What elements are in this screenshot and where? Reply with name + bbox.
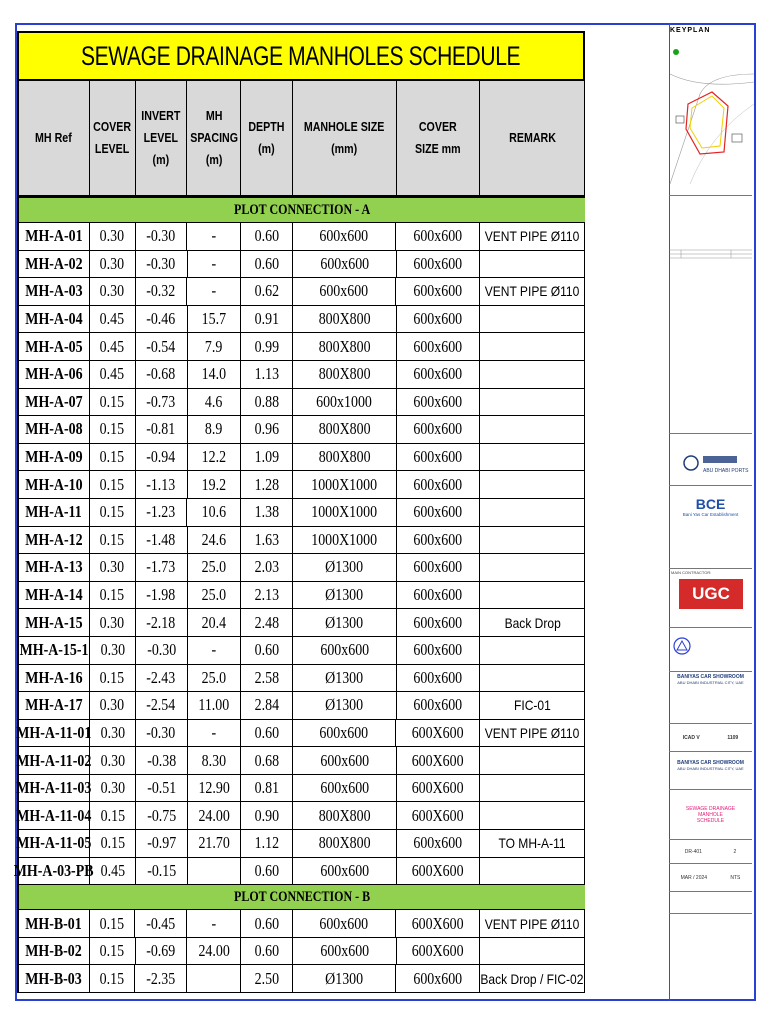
table-row	[17, 910, 585, 938]
mh-ref-cell: MH-B-02	[19, 938, 90, 966]
cover-level-cell: 0.15	[90, 416, 136, 444]
mh-ref-cell: MH-A-11-01	[19, 720, 90, 748]
mh-ref-cell: MH-A-01	[19, 223, 90, 251]
mh-spacing-cell: 24.00	[187, 938, 241, 966]
remark-cell	[480, 665, 585, 693]
manhole-size-cell: Ø1300	[293, 582, 397, 610]
mh-spacing-cell: -	[188, 720, 242, 748]
table-row	[17, 306, 585, 334]
header-manhole-size: MANHOLE SIZE (mm)	[293, 81, 397, 198]
mh-spacing-cell: -	[188, 637, 242, 665]
project-info-location: ABU DHABI INDUSTRIAL CITY, UAE	[677, 766, 744, 771]
mh-ref-cell: MH-A-04	[19, 306, 90, 334]
mh-ref-cell: MH-A-14	[19, 582, 90, 610]
depth-cell: 2.13	[241, 582, 293, 610]
contractor-label: MAIN CONTRACTOR:	[671, 570, 712, 575]
mh-spacing-cell: 12.90	[188, 775, 242, 803]
mh-ref-cell: MH-A-15-1	[19, 637, 90, 665]
invert-level-cell: -0.38	[136, 747, 188, 775]
date-scale-panel	[669, 863, 752, 892]
manhole-size-cell: 600x600	[293, 938, 397, 966]
depth-cell: 2.84	[241, 692, 293, 720]
mh-ref-cell: MH-A-15	[19, 609, 90, 637]
remark-cell	[480, 858, 585, 886]
mh-ref-cell: MH-A-12	[19, 527, 90, 555]
cover-size-cell: 600x600	[396, 223, 480, 251]
mh-spacing-cell: 12.2	[188, 444, 242, 472]
remark-cell	[480, 361, 585, 389]
depth-cell: 0.60	[241, 251, 293, 279]
manhole-size-cell: 1000X1000	[293, 471, 397, 499]
manhole-size-cell: 800X800	[293, 333, 397, 361]
depth-cell: 1.09	[241, 444, 293, 472]
cover-size-cell: 600x600	[397, 499, 481, 527]
cover-size-cell: 600x600	[396, 965, 480, 993]
table-row	[17, 938, 585, 966]
subcontractor-emblem	[672, 636, 692, 656]
invert-level-cell: -0.30	[136, 223, 188, 251]
remark-cell	[480, 499, 585, 527]
table-row	[17, 665, 585, 693]
mh-spacing-cell: 25.0	[188, 582, 242, 610]
mh-ref-cell: MH-A-02	[19, 251, 90, 279]
title-text: SEWAGE DRAINAGE MANHOLES SCHEDULE	[81, 40, 521, 71]
cover-size-cell: 600x600	[397, 389, 481, 417]
plot-number: 1109	[727, 735, 739, 741]
mh-ref-cell: MH-A-17	[19, 692, 90, 720]
manhole-size-cell: 600x1000	[293, 389, 397, 417]
remark-cell: VENT PIPE Ø110	[480, 278, 585, 306]
remark-cell	[480, 444, 585, 472]
mh-spacing-cell: 7.9	[188, 333, 242, 361]
mh-spacing-cell: 8.30	[188, 747, 242, 775]
table-row	[17, 830, 585, 858]
cover-size-cell: 600x600	[397, 830, 481, 858]
invert-level-cell: -0.46	[136, 306, 188, 334]
remark-cell: VENT PIPE Ø110	[480, 720, 585, 748]
keyplan-label: KEYPLAN	[670, 27, 711, 34]
remark-cell	[480, 637, 585, 665]
cover-size-cell: 600x600	[396, 278, 480, 306]
drawing-title: SEWAGE DRAINAGE MANHOLE SCHEDULE	[685, 806, 736, 824]
header-cover-level: COVER LEVEL	[90, 81, 136, 198]
mh-ref-cell: MH-A-09	[19, 444, 90, 472]
cover-size-cell: 600X600	[397, 802, 481, 830]
remark-cell	[480, 938, 585, 966]
mh-spacing-cell	[188, 858, 242, 886]
plot-panel	[669, 723, 752, 752]
manhole-size-cell: 600x600	[293, 910, 397, 938]
cover-level-cell: 0.15	[90, 965, 136, 993]
mh-spacing-cell: 8.9	[188, 416, 242, 444]
manhole-size-cell: 600x600	[293, 775, 397, 803]
remark-cell	[480, 527, 585, 555]
mh-ref-cell: MH-A-11-05	[19, 830, 90, 858]
invert-level-cell: -0.30	[136, 637, 188, 665]
mh-ref-cell: MH-A-06	[19, 361, 90, 389]
cover-size-cell: 600x600	[397, 609, 481, 637]
invert-level-cell: -0.30	[136, 251, 188, 279]
depth-cell: 0.60	[241, 858, 293, 886]
depth-cell: 1.12	[241, 830, 293, 858]
table-row	[17, 251, 585, 279]
header-remark: REMARK	[480, 81, 585, 198]
invert-level-cell: -0.68	[136, 361, 188, 389]
table-row	[17, 527, 585, 555]
bce-logo: BCE	[695, 495, 726, 512]
mh-spacing-cell: 4.6	[188, 389, 242, 417]
invert-level-cell: -2.35	[135, 965, 187, 993]
cover-size-cell: 600x600	[397, 416, 481, 444]
depth-cell: 2.03	[241, 554, 293, 582]
invert-level-cell: -1.48	[136, 527, 188, 555]
invert-level-cell: -0.54	[136, 333, 188, 361]
mh-ref-cell: MH-A-03	[19, 278, 90, 306]
cover-level-cell: 0.15	[90, 527, 136, 555]
depth-cell: 0.99	[241, 333, 293, 361]
abu-dhabi-ports-logo	[681, 450, 748, 476]
subcontractor-panel	[669, 627, 752, 673]
manhole-size-cell: 800X800	[293, 444, 397, 472]
remark-cell	[480, 471, 585, 499]
mh-spacing-cell: -	[187, 223, 241, 251]
table-row	[17, 444, 585, 472]
manhole-size-cell: 600x600	[293, 251, 397, 279]
project-info-name: BANIYAS CAR SHOWROOM	[677, 760, 744, 766]
rows-plot-b	[17, 910, 585, 993]
mh-ref-cell: MH-A-05	[19, 333, 90, 361]
depth-cell: 0.60	[241, 637, 293, 665]
mh-spacing-cell: 14.0	[188, 361, 242, 389]
cover-size-cell: 600x600	[397, 333, 481, 361]
cover-level-cell: 0.30	[90, 637, 136, 665]
mh-ref-cell: MH-A-11-04	[19, 802, 90, 830]
cover-size-cell: 600x600	[397, 306, 481, 334]
remark-cell	[480, 251, 585, 279]
table-row	[17, 361, 585, 389]
mh-spacing-cell: 20.4	[188, 609, 242, 637]
depth-cell: 1.13	[241, 361, 293, 389]
depth-cell: 0.81	[241, 775, 293, 803]
manhole-size-cell: Ø1300	[293, 965, 397, 993]
cover-size-cell: 600x600	[397, 361, 481, 389]
developer-logo	[669, 433, 752, 492]
table-row	[17, 471, 585, 499]
cover-size-cell: 600x600	[397, 554, 481, 582]
remark-cell: FIC-01	[480, 692, 585, 720]
project-panel	[669, 671, 752, 702]
invert-level-cell: -1.73	[136, 554, 188, 582]
remark-cell	[480, 582, 585, 610]
cover-level-cell: 0.45	[90, 361, 136, 389]
mh-ref-cell: MH-A-10	[19, 471, 90, 499]
mh-spacing-cell: 11.00	[188, 692, 242, 720]
remark-cell: Back Drop	[480, 609, 585, 637]
manhole-size-cell: Ø1300	[293, 609, 397, 637]
invert-level-cell: -0.94	[136, 444, 188, 472]
cover-level-cell: 0.15	[90, 444, 136, 472]
invert-level-cell: -0.73	[136, 389, 188, 417]
remark-cell	[480, 747, 585, 775]
mh-ref-cell: MH-A-11	[19, 499, 90, 527]
cover-size-cell: 600X600	[397, 775, 481, 803]
invert-level-cell: -2.54	[136, 692, 188, 720]
depth-cell: 0.90	[241, 802, 293, 830]
ugc-logo: UGC	[679, 579, 743, 609]
remark-cell	[480, 554, 585, 582]
mh-ref-cell: MH-A-16	[19, 665, 90, 693]
table-row	[17, 609, 585, 637]
cover-size-cell: 600x600	[397, 665, 481, 693]
depth-cell: 2.50	[241, 965, 293, 993]
cover-level-cell: 0.45	[90, 306, 136, 334]
mh-spacing-cell: 21.70	[188, 830, 242, 858]
cover-size-cell: 600x600	[397, 251, 481, 279]
remark-cell	[480, 306, 585, 334]
project-info-panel	[669, 751, 752, 790]
remark-cell: TO MH-A-11	[480, 830, 585, 858]
mh-spacing-cell: 25.0	[188, 665, 242, 693]
depth-cell: 0.88	[241, 389, 293, 417]
manhole-size-cell: 800X800	[293, 361, 397, 389]
header-mh-spacing: MH SPACING (m)	[187, 81, 241, 198]
manhole-size-cell: Ø1300	[293, 692, 397, 720]
cover-level-cell: 0.30	[90, 554, 136, 582]
cover-level-cell: 0.30	[90, 278, 136, 306]
table-row	[17, 278, 585, 306]
cover-level-cell: 0.30	[90, 251, 136, 279]
mh-spacing-cell: 24.6	[188, 527, 242, 555]
table-row	[17, 223, 585, 251]
remark-cell: VENT PIPE Ø110	[480, 910, 585, 938]
mh-spacing-cell: 10.6	[187, 499, 241, 527]
cover-level-cell: 0.15	[90, 582, 136, 610]
keyplan	[670, 27, 754, 197]
cover-size-cell: 600X600	[396, 910, 480, 938]
remark-cell	[480, 389, 585, 417]
mh-ref-cell: MH-A-03-PB	[19, 858, 90, 886]
mh-spacing-cell: 15.7	[188, 306, 242, 334]
manhole-size-cell: 600x600	[293, 278, 397, 306]
cover-level-cell: 0.15	[90, 910, 136, 938]
mh-ref-cell: MH-A-11-02	[19, 747, 90, 775]
cover-size-cell: 600x600	[397, 582, 481, 610]
project-location: ABU DHABI INDUSTRIAL CITY, UAE	[677, 680, 744, 685]
keyplan-map	[670, 34, 754, 184]
cover-size-cell: 600X600	[397, 747, 481, 775]
depth-cell: 0.60	[241, 938, 293, 966]
manhole-size-cell: 800X800	[293, 802, 397, 830]
mh-ref-cell: MH-A-11-03	[19, 775, 90, 803]
cover-level-cell: 0.45	[90, 858, 136, 886]
cover-level-cell: 0.15	[90, 389, 136, 417]
mh-ref-cell: MH-B-01	[19, 910, 90, 938]
depth-cell: 1.28	[241, 471, 293, 499]
mh-spacing-cell: -	[188, 251, 242, 279]
depth-cell: 2.48	[241, 609, 293, 637]
section-plot-connection-b: PLOT CONNECTION - B	[17, 885, 585, 910]
cover-size-cell: 600x600	[397, 692, 481, 720]
cover-level-cell: 0.15	[90, 499, 136, 527]
cover-level-cell: 0.15	[90, 471, 136, 499]
cover-level-cell: 0.30	[90, 609, 136, 637]
client-subtitle: Bani Yas Car Establishment	[682, 511, 739, 517]
invert-level-cell: -0.81	[136, 416, 188, 444]
invert-level-cell: -2.18	[136, 609, 188, 637]
contractor-panel	[669, 568, 752, 629]
mh-spacing-cell: -	[187, 278, 241, 306]
mh-spacing-cell: 25.0	[188, 554, 242, 582]
header-cover-size: COVER SIZE mm	[397, 81, 481, 198]
section-plot-connection-a: PLOT CONNECTION - A	[17, 198, 585, 223]
mh-ref-cell: MH-B-03	[19, 965, 90, 993]
invert-level-cell: -0.45	[135, 910, 187, 938]
mh-ref-cell: MH-A-13	[19, 554, 90, 582]
table-row	[17, 389, 585, 417]
notes-panel	[669, 195, 752, 294]
cover-size-cell: 600X600	[397, 858, 481, 886]
mh-spacing-cell: 24.00	[188, 802, 242, 830]
cover-level-cell: 0.30	[90, 223, 136, 251]
cover-level-cell: 0.15	[90, 938, 136, 966]
table-row	[17, 802, 585, 830]
cover-size-cell: 600x600	[397, 471, 481, 499]
remark-cell: Back Drop / FIC-02	[480, 965, 585, 993]
manhole-size-cell: 600x600	[293, 858, 397, 886]
client-logo	[669, 485, 752, 526]
manhole-size-cell: 600x600	[293, 223, 397, 251]
depth-cell: 2.58	[241, 665, 293, 693]
manhole-size-cell: Ø1300	[293, 554, 397, 582]
table-row	[17, 333, 585, 361]
table-row	[14, 858, 585, 886]
table-row	[17, 499, 585, 527]
cover-level-cell: 0.30	[90, 747, 136, 775]
mh-ref-cell: MH-A-07	[19, 389, 90, 417]
table-row	[17, 582, 585, 610]
remark-cell	[480, 416, 585, 444]
invert-level-cell: -1.98	[136, 582, 188, 610]
manhole-size-cell: 800X800	[293, 416, 397, 444]
title-block	[596, 23, 756, 1001]
manhole-size-cell: 800X800	[293, 830, 397, 858]
cover-size-cell: 600x600	[397, 637, 481, 665]
remark-cell	[480, 802, 585, 830]
manhole-size-cell: 1000X1000	[293, 499, 397, 527]
manhole-size-cell: 600x600	[293, 637, 397, 665]
remark-cell: VENT PIPE Ø110	[480, 223, 585, 251]
manhole-size-cell: 1000X1000	[293, 527, 397, 555]
drawing-title-panel	[669, 789, 752, 840]
invert-level-cell: -0.75	[136, 802, 188, 830]
header-invert-level: INVERT LEVEL (m)	[136, 81, 188, 198]
invert-level-cell: -0.97	[136, 830, 188, 858]
plot-label: ICAD V	[682, 735, 700, 741]
header-mh-ref: MH Ref	[19, 81, 90, 198]
depth-cell: 1.63	[241, 527, 293, 555]
mh-spacing-cell: -	[187, 910, 241, 938]
table-row	[17, 554, 585, 582]
manhole-schedule	[14, 31, 585, 993]
table-header	[17, 81, 585, 198]
project-name: BANIYAS CAR SHOWROOM	[677, 674, 744, 680]
drawing-scale: NTS	[730, 875, 741, 881]
cover-size-cell: 600x600	[397, 527, 481, 555]
invert-level-cell: -2.43	[136, 665, 188, 693]
table-row	[17, 965, 585, 993]
manhole-size-cell: Ø1300	[293, 665, 397, 693]
invert-level-cell: -1.23	[136, 499, 188, 527]
cover-level-cell: 0.15	[90, 830, 136, 858]
depth-cell: 0.91	[241, 306, 293, 334]
cover-level-cell: 0.45	[90, 333, 136, 361]
cover-size-cell: 600X600	[397, 938, 481, 966]
revision-table	[669, 198, 752, 258]
invert-level-cell: -0.69	[136, 938, 188, 966]
cover-size-cell: 600X600	[396, 720, 480, 748]
drawing-number: DR-401	[684, 849, 702, 855]
invert-level-cell: -0.15	[136, 858, 188, 886]
manhole-size-cell: 600x600	[293, 720, 396, 748]
remark-cell	[480, 775, 585, 803]
depth-cell: 0.60	[241, 910, 293, 938]
invert-level-cell: -0.30	[136, 720, 188, 748]
rows-plot-a	[14, 223, 585, 885]
cover-size-cell: 600x600	[397, 444, 481, 472]
table-row	[17, 775, 585, 803]
table-row	[17, 720, 585, 748]
table-row	[17, 416, 585, 444]
mh-spacing-cell: 19.2	[188, 471, 242, 499]
depth-cell: 0.62	[241, 278, 293, 306]
header-depth: DEPTH (m)	[241, 81, 293, 198]
invert-level-cell: -1.13	[136, 471, 188, 499]
mh-spacing-cell	[187, 965, 241, 993]
table-row	[17, 637, 585, 665]
cover-level-cell: 0.15	[90, 802, 136, 830]
drawing-date: MAR / 2024	[680, 875, 708, 881]
manhole-size-cell: 600x600	[293, 747, 397, 775]
schedule-title	[17, 31, 585, 81]
table-row	[17, 747, 585, 775]
invert-level-cell: -0.32	[136, 278, 188, 306]
cover-level-cell: 0.30	[90, 775, 136, 803]
mh-ref-cell: MH-A-08	[19, 416, 90, 444]
depth-cell: 0.60	[241, 223, 293, 251]
depth-cell: 0.96	[241, 416, 293, 444]
drawing-number-panel	[669, 839, 752, 864]
svg-text:ABU DHABI PORTS: ABU DHABI PORTS	[702, 468, 748, 474]
depth-cell: 0.60	[241, 720, 293, 748]
cover-level-cell: 0.15	[90, 665, 136, 693]
manhole-size-cell: 800X800	[293, 306, 397, 334]
table-row	[17, 692, 585, 720]
depth-cell: 0.68	[241, 747, 293, 775]
blank-panel	[669, 913, 752, 1002]
cover-level-cell: 0.30	[90, 692, 136, 720]
cover-level-cell: 0.30	[90, 720, 136, 748]
remark-cell	[480, 333, 585, 361]
revision-number: 2	[733, 849, 737, 855]
depth-cell: 1.38	[241, 499, 293, 527]
invert-level-cell: -0.51	[136, 775, 188, 803]
file-reference-panel	[669, 891, 752, 914]
